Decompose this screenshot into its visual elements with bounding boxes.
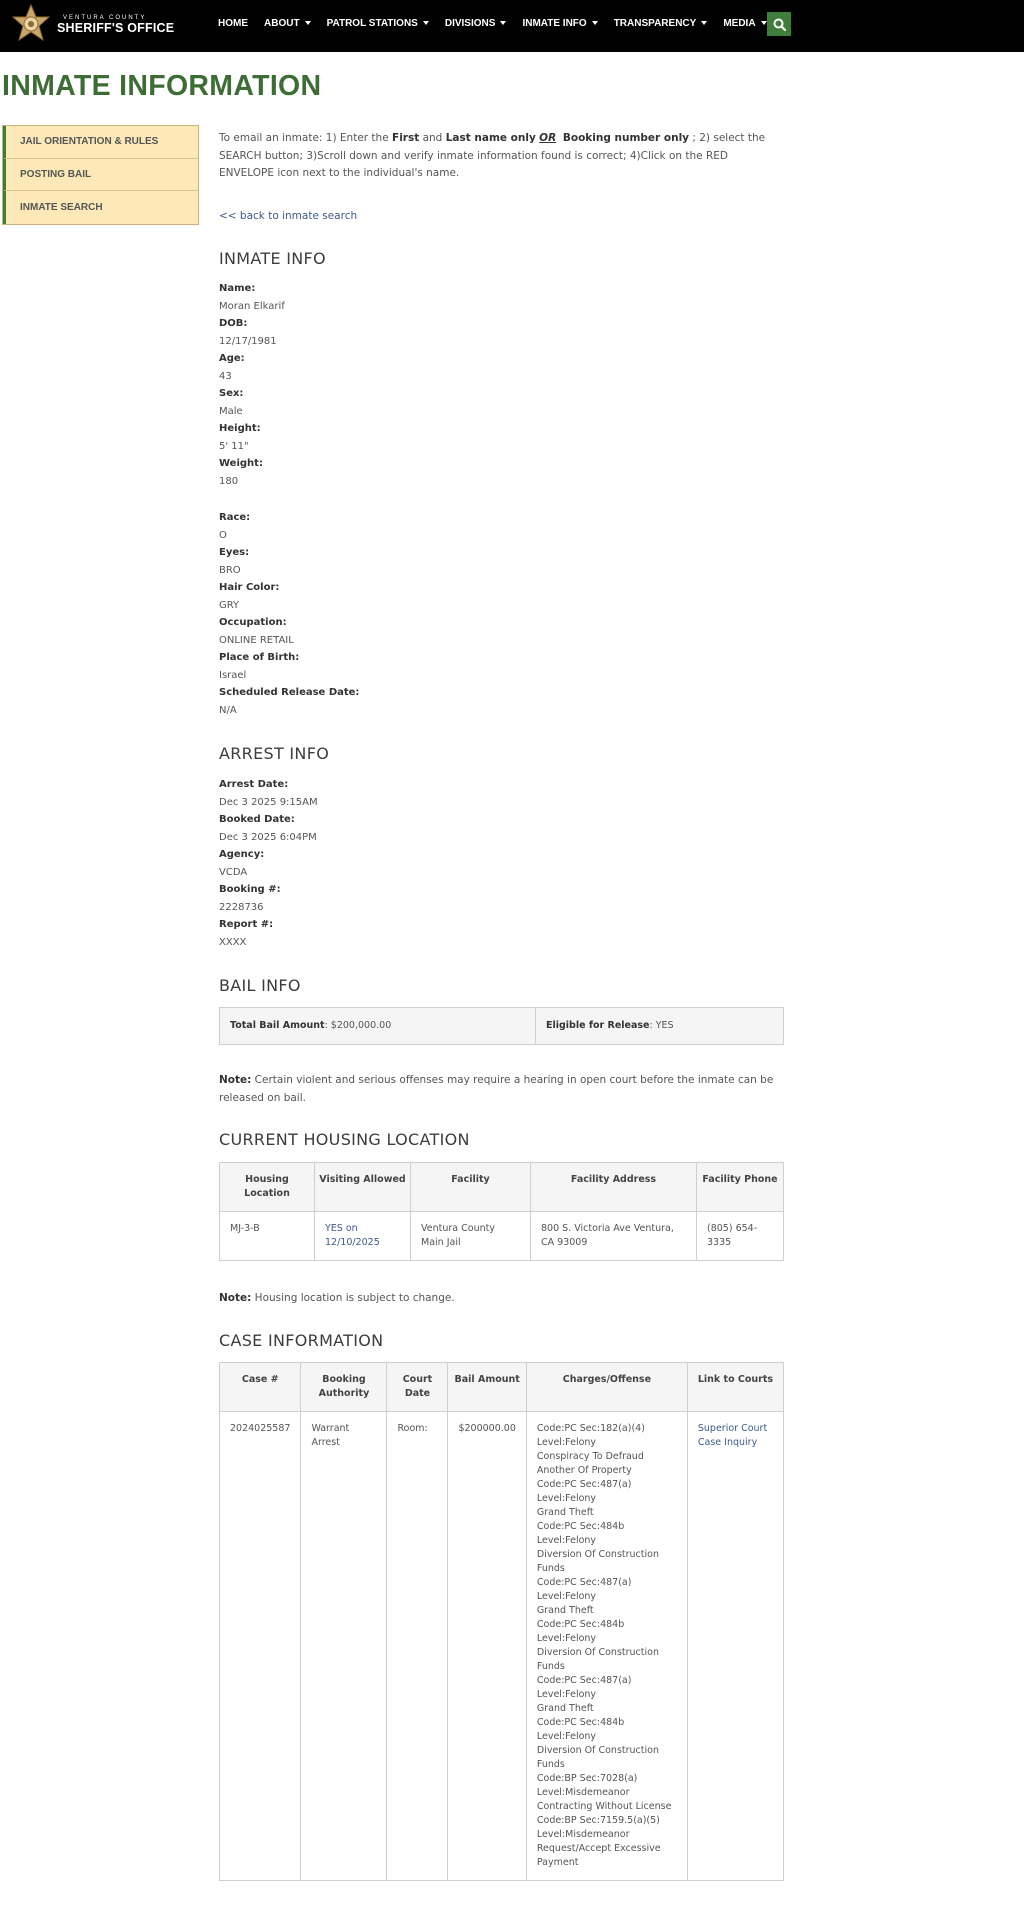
charge-line: Code:PC Sec:487(a) — [536, 1675, 632, 1686]
sheriff-star-badge-icon — [9, 3, 53, 47]
field-label: DOB: — [219, 318, 248, 329]
facility-address-cell: 800 S. Victoria Ave Ventura, CA 93009 — [531, 1212, 697, 1261]
charges-cell — [526, 1412, 687, 1881]
charge-line: Level:Felony — [536, 1437, 597, 1448]
field-label: Scheduled Release Date: — [219, 687, 360, 698]
charge-line: Code:PC Sec:487(a) — [536, 1577, 632, 1588]
charge-line: Level:Felony — [536, 1535, 597, 1546]
field-label: Height: — [219, 423, 261, 434]
caret-down-icon — [701, 21, 707, 25]
field-label: Occupation: — [219, 617, 287, 628]
nav-label: ABOUT — [264, 17, 300, 29]
field-value: GRY — [219, 599, 240, 611]
field-label: Race: — [219, 512, 251, 523]
logo-office-text: SHERIFF'S OFFICE — [57, 21, 175, 35]
nav-label: MEDIA — [723, 17, 756, 29]
housing-table — [219, 1162, 784, 1261]
field-label: Eyes: — [219, 547, 250, 558]
field-value: 2228736 — [219, 901, 264, 913]
charge-line: Level:Felony — [536, 1731, 597, 1742]
field-value: 12/17/1981 — [219, 335, 277, 347]
nav-label: DIVISIONS — [444, 17, 496, 29]
field-label: Arrest Date: — [219, 779, 289, 790]
field-value: Dec 3 2025 6:04PM — [219, 831, 317, 843]
nav-item-media[interactable] — [723, 18, 766, 29]
field-value: XXXX — [219, 936, 247, 948]
charge-line: Code:PC Sec:484b — [536, 1717, 625, 1728]
charge-line: Level:Misdemeanor — [536, 1829, 630, 1840]
case-header-authority: Booking Authority — [301, 1363, 387, 1412]
top-navigation-bar — [0, 0, 1024, 52]
page-title: INMATE INFORMATION — [2, 70, 322, 102]
field-label: Sex: — [219, 388, 244, 399]
charge-line: Request/Accept Excessive Payment — [536, 1843, 661, 1868]
nav-label: PATROL STATIONS — [326, 17, 418, 29]
field-value: BRO — [219, 564, 241, 576]
case-header-link: Link to Courts — [687, 1363, 783, 1412]
charge-line: Diversion Of Construction Funds — [536, 1647, 659, 1672]
arrest-info-fields — [219, 776, 318, 951]
superior-court-link[interactable]: Superior Court Case Inquiry — [687, 1412, 783, 1881]
caret-down-icon — [761, 21, 767, 25]
field-value: ONLINE RETAIL — [219, 634, 294, 646]
case-header-number: Case # — [220, 1363, 301, 1412]
field-value: Male — [219, 405, 243, 417]
total-bail-value: : $200,000.00 — [324, 1020, 392, 1031]
field-label: Agency: — [219, 849, 265, 860]
field-value: 43 — [219, 370, 232, 382]
housing-note — [219, 1290, 784, 1308]
field-label: Name: — [219, 283, 256, 294]
logo-county-text: VENTURA COUNTY — [63, 15, 147, 21]
total-bail-cell — [220, 1008, 536, 1045]
visiting-allowed-link[interactable]: YES on 12/10/2025 — [315, 1212, 411, 1261]
inmate-info-fields-2 — [219, 509, 359, 719]
main-content — [219, 130, 784, 222]
field-label: Weight: — [219, 458, 263, 469]
charge-line: Code:PC Sec:484b — [536, 1619, 625, 1630]
nav-item-transparency[interactable] — [614, 18, 708, 29]
nav-label: INMATE INFO — [522, 17, 587, 29]
bail-table — [219, 1007, 784, 1045]
booking-authority-cell: Warrant Arrest — [301, 1412, 387, 1881]
intro-text: ; 2) select the SEARCH button; 3)Scroll down and verify inmate information found is correct; 4)Click on the RED ENVELOPE icon next to the individual's name. — [219, 132, 766, 179]
intro-bold-booking: Booking number only — [562, 132, 690, 144]
housing-header-address: Facility Address — [531, 1163, 697, 1212]
main-nav — [218, 0, 783, 46]
housing-header-facility: Facility — [411, 1163, 531, 1212]
sidebar-item-posting-bail[interactable]: POSTING BAIL — [3, 159, 198, 192]
charge-line: Grand Theft — [536, 1507, 594, 1518]
field-value: 180 — [219, 475, 239, 487]
nav-item-divisions[interactable] — [445, 18, 507, 29]
housing-heading: CURRENT HOUSING LOCATION — [219, 1130, 470, 1149]
case-header-charges: Charges/Offense — [526, 1363, 687, 1412]
eligible-release-label: Eligible for Release — [546, 1020, 650, 1031]
housing-header-visiting: Visiting Allowed — [315, 1163, 411, 1212]
facility-phone-cell: (805) 654-3335 — [697, 1212, 784, 1261]
field-value: VCDA — [219, 866, 248, 878]
arrest-info-heading: ARREST INFO — [219, 744, 330, 763]
charge-line: Diversion Of Construction Funds — [536, 1549, 659, 1574]
charge-line: Level:Misdemeanor — [536, 1787, 630, 1798]
case-header-bail: Bail Amount — [448, 1363, 526, 1412]
eligible-release-value: : YES — [649, 1020, 674, 1031]
bail-note — [219, 1072, 784, 1107]
caret-down-icon — [500, 21, 506, 25]
intro-bold-last-name: Last name only — [445, 132, 536, 144]
inmate-info-heading: INMATE INFO — [219, 249, 326, 268]
nav-item-home[interactable] — [218, 18, 248, 29]
charge-line: Level:Felony — [536, 1689, 597, 1700]
housing-note-label: Note: — [219, 1292, 252, 1304]
charge-line: Conspiracy To Defraud Another Of Property — [536, 1451, 644, 1476]
bail-info-heading: BAIL INFO — [219, 976, 301, 995]
housing-note-text: Housing location is subject to change. — [251, 1292, 455, 1304]
nav-label: HOME — [218, 17, 248, 29]
charge-line: Code:PC Sec:484b — [536, 1521, 625, 1532]
field-label: Booked Date: — [219, 814, 295, 825]
field-value: N/A — [219, 704, 237, 716]
housing-header-location: Housing Location — [220, 1163, 315, 1212]
caret-down-icon — [305, 21, 311, 25]
bail-note-text: Certain violent and serious offenses may require a hearing in open court before the inmate can be released on bail. — [219, 1074, 774, 1104]
field-value: Israel — [219, 669, 247, 681]
intro-text: To email an inmate: 1) Enter the — [219, 132, 393, 144]
nav-item-about[interactable] — [264, 18, 311, 29]
case-number-cell: 2024025587 — [220, 1412, 301, 1881]
charge-line: Code:BP Sec:7159.5(a)(5) — [536, 1815, 660, 1826]
intro-text: and — [419, 132, 446, 144]
back-to-search-link[interactable]: << back to inmate search — [219, 210, 358, 222]
facility-cell: Ventura County Main Jail — [411, 1212, 531, 1261]
eligible-release-cell — [536, 1008, 784, 1045]
sidebar-item-inmate-search[interactable]: INMATE SEARCH — [3, 191, 198, 224]
search-icon — [773, 18, 786, 31]
field-value: 5' 11" — [219, 440, 249, 452]
charge-line: Level:Felony — [536, 1591, 597, 1602]
nav-item-inmate-info[interactable] — [522, 18, 597, 29]
charge-line: Level:Felony — [536, 1493, 597, 1504]
inmate-info-fields — [219, 280, 285, 490]
intro-bold-first: First — [392, 132, 420, 144]
bail-amount-cell: $200000.00 — [448, 1412, 526, 1881]
charge-line: Diversion Of Construction Funds — [536, 1745, 659, 1770]
search-button[interactable] — [767, 12, 791, 36]
bail-note-label: Note: — [219, 1074, 252, 1086]
field-value: O — [219, 529, 227, 541]
sidebar-menu — [2, 125, 199, 225]
court-date-cell: Room: — [387, 1412, 448, 1881]
case-header-court-date: Court Date — [387, 1363, 448, 1412]
intro-or: OR — [539, 132, 557, 144]
table-row — [220, 1412, 784, 1881]
charge-line: Grand Theft — [536, 1605, 594, 1616]
case-table — [219, 1362, 784, 1881]
field-label: Report #: — [219, 919, 274, 930]
field-label: Hair Color: — [219, 582, 280, 593]
sidebar-item-jail-orientation-rules[interactable]: JAIL ORIENTATION & RULES — [3, 126, 198, 159]
field-value: Dec 3 2025 9:15AM — [219, 796, 318, 808]
charge-line: Code:BP Sec:7028(a) — [536, 1773, 638, 1784]
total-bail-label: Total Bail Amount — [230, 1020, 325, 1031]
case-info-heading: CASE INFORMATION — [219, 1331, 384, 1350]
email-instructions — [219, 130, 784, 183]
field-label: Place of Birth: — [219, 652, 300, 663]
site-logo[interactable] — [9, 3, 174, 47]
charge-line: Grand Theft — [536, 1703, 594, 1714]
nav-item-patrol-stations[interactable] — [327, 18, 429, 29]
field-label: Booking #: — [219, 884, 281, 895]
charge-line: Level:Felony — [536, 1633, 597, 1644]
housing-location-cell: MJ-3-B — [220, 1212, 315, 1261]
caret-down-icon — [423, 21, 429, 25]
nav-label: TRANSPARENCY — [613, 17, 697, 29]
charge-line: Contracting Without License — [536, 1801, 672, 1812]
housing-header-phone: Facility Phone — [697, 1163, 784, 1212]
caret-down-icon — [592, 21, 598, 25]
field-value: Moran Elkarif — [219, 300, 285, 312]
table-row — [220, 1212, 784, 1261]
charge-line: Code:PC Sec:487(a) — [536, 1479, 632, 1490]
charge-line: Code:PC Sec:182(a)(4) — [536, 1423, 645, 1434]
field-label: Age: — [219, 353, 245, 364]
